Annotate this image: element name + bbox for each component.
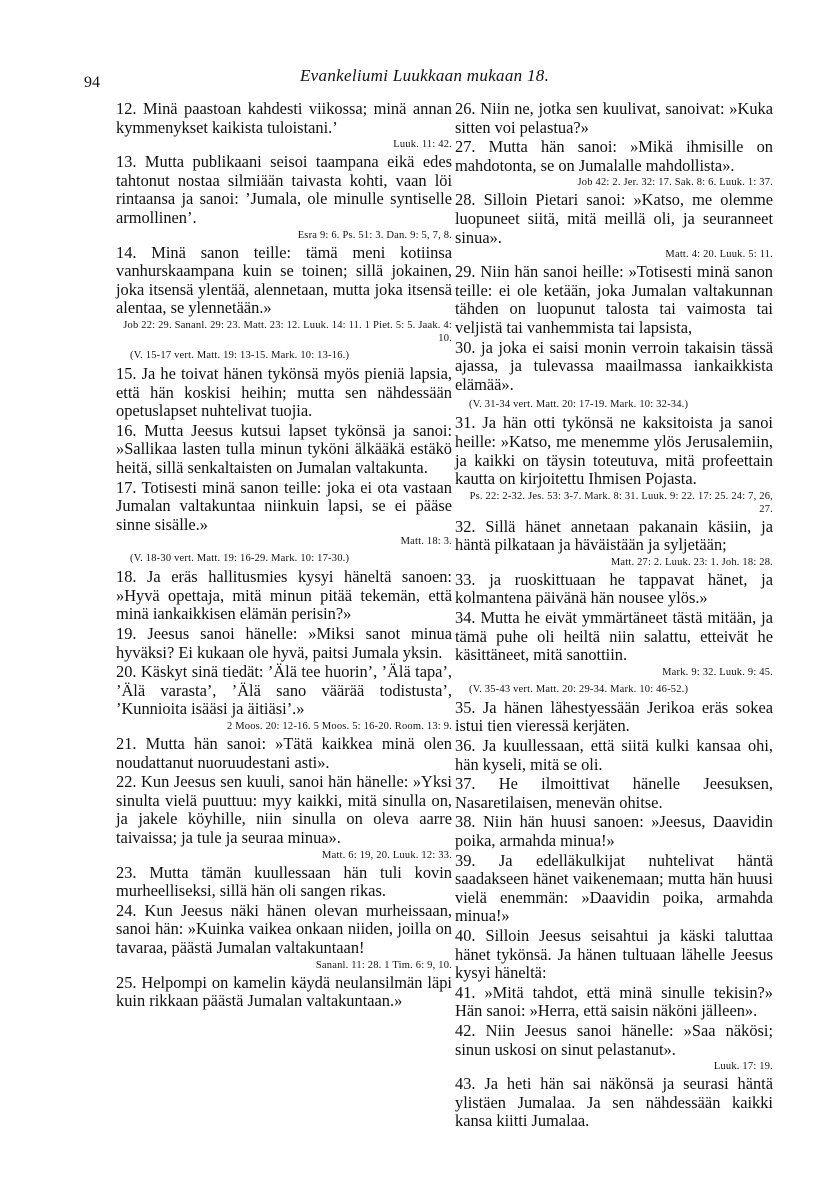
cross-reference: Matt. 4: 20. Luuk. 5: 11. [665,249,773,261]
verse-paragraph: 33. ja ruoskittuaan he tappavat hänet, ja kolmantena päivänä hän nousee ylös.» [455,569,773,608]
verse-paragraph: 13. Mutta publikaani seisoi taampana eikä edes tahtonut nostaa silmiään taivasta kohti, vaan löi rintaansa ja sanoi: ’Jumala, ole minulle syntiselle armollinen’. [116,152,452,227]
cross-reference: Matt. 27: 2. Luuk. 23: 1. Joh. 18: 28. [610,556,773,568]
verse-paragraph: 15. Ja he toivat hänen tykönsä myös pieniä lapsia, että hän koskisi heihin; mutta sen nähdessään opetuslapset nuhtelivat tuojia. [116,363,452,421]
verse-paragraph: 42. Niin Jeesus sanoi hänelle: »Saa näkösi; sinun uskosi on sinut pelastanut». [455,1020,773,1059]
verse-paragraph: 14. Minä sanon teille: tämä meni kotiinsa vanhurskaampana kuin se toinen; sillä jokainen, joka itsensä ylentää, alennetaan, mutta joka itsensä alentaa, se ylennetään.» [116,242,452,318]
verse-paragraph: 43. Ja heti hän sai näkönsä ja seurasi häntä ylistäen Jumalaa. Ja sen nähdessään kaikki kansa kiitti Jumalaa. [455,1074,773,1131]
cross-reference: Luuk. 11: 42. [393,139,452,151]
verse-paragraph: 22. Kun Jeesus sen kuuli, sanoi hän hänelle: »Yksi sinulta vielä puuttuu: myy kaikki, mitä sinulla on, ja jakele köyhille, niin sinulla on oleva aarre taivaissa; ja tule ja seuraa minua». [116,772,452,847]
verse-paragraph: 20. Käskyt sinä tiedät: ’Älä tee huorin’, ’Älä tapa’, ’Älä varasta’, ’Älä sano väärää todistusta’, ’Kunnioita isääsi ja äitiäsi’.» [116,662,452,719]
verse-paragraph: 34. Mutta he eivät ymmärtäneet tästä mitään, ja tämä puhe oli heiltä niin salattu, etteivät he käsittäneet, mitä sanottiin. [455,608,773,665]
verse-paragraph: 16. Mutta Jeesus kutsui lapset tykönsä ja sanoi: »Sallikaa lasten tulla minun tyköni älkääkä estäkö heitä, sillä senkaltaisten on Jumalan valtakunta. [116,420,452,477]
verse-paragraph: 25. Helpompi on kamelin käydä neulansilmän läpi kuin rikkaan päästä Jumalan valtakuntaan.» [116,972,452,1011]
left-column [116,100,452,1012]
cross-reference: Sananl. 11: 28. 1 Tim. 6: 9, 10. [315,959,452,971]
verse-paragraph: 18. Ja eräs hallitusmies kysyi häneltä sanoen: »Hyvä opettaja, mitä minun pitää tekemän, että minä iankaikkisen elämän perisin?» [116,567,452,624]
verse-paragraph: 35. Ja hänen lähestyessään Jerikoa eräs sokea istui tien vieressä kerjäten. [455,697,773,736]
right-column [455,100,773,1132]
parallel-passage-note: (V. 35-43 vert. Matt. 20: 29-34. Mark. 10: 46-52.) [469,683,689,695]
verse-paragraph: 28. Silloin Pietari sanoi: »Katso, me olemme luopuneet siitä, mitä meillä oli, ja seuranneet sinua». [455,190,773,247]
page-header [0,66,832,90]
verse-paragraph: 23. Mutta tämän kuullessaan hän tuli kovin murheelliseksi, sillä hän oli sangen rikas. [116,862,452,901]
verse-paragraph: 30. ja joka ei saisi monin verroin takaisin tässä ajassa, ja tulevassa maailmassa iankaikkista elämää». [455,337,773,394]
verse-paragraph: 32. Sillä hänet annetaan pakanain käsiin, ja häntä pilkataan ja häväistään ja syljetään; [455,516,773,555]
cross-reference: Matt. 18: 3. [400,536,452,548]
verse-paragraph: 31. Ja hän otti tykönsä ne kaksitoista ja sanoi heille: »Katso, me menemme ylös Jerusalemiin, ja kaikki on täysin toteutuva, mitä profeettain kautta on kirjoitettu Ihmisen Pojasta. [455,413,773,489]
page-number: 94 [84,74,100,91]
cross-reference: Mark. 9: 32. Luuk. 9: 45. [662,666,773,678]
verse-paragraph: 37. He ilmoittivat hänelle Jeesuksen, Nasaretilaisen, menevän ohitse. [455,774,773,812]
parallel-passage-note: (V. 18-30 vert. Matt. 19: 16-29. Mark. 10: 17-30.) [130,553,350,565]
cross-reference: Matt. 6: 19, 20. Luuk. 12: 33. [322,849,452,861]
verse-paragraph: 19. Jeesus sanoi hänelle: »Miksi sanot minua hyväksi? Ei kukaan ole hyvä, paitsi Jumala yksin. [116,624,452,662]
cross-reference: Luuk. 17: 19. [713,1061,773,1073]
verse-paragraph: 39. Ja edelläkulkijat nuhtelivat häntä saadakseen hänet vaikenemaan; mutta hän huusi vielä enemmän: »Daavidin poika, armahda minua!» [455,850,773,926]
verse-paragraph: 36. Ja kuullessaan, että siitä kulki kansaa ohi, hän kyseli, mitä se oli. [455,736,773,774]
verse-paragraph: 12. Minä paastoan kahdesti viikossa; minä annan kymmenykset kaikista tuloistani.’ [116,99,452,137]
cross-reference: Job 22: 29. Sananl. 29: 23. Matt. 23: 12. Luuk. 14: 11. 1 Piet. 5: 5. Jaak. 4: 10. [123,319,452,344]
verse-paragraph: 24. Kun Jeesus näki hänen olevan murheissaan, sanoi hän: »Kuinka vaikea onkaan niiden, joilla on tavaraa, päästä Jumalan valtakuntaan! [116,900,452,957]
verse-paragraph: 38. Niin hän huusi sanoen: »Jeesus, Daavidin poika, armahda minua!» [455,812,773,850]
cross-reference: Ps. 22: 2-32. Jes. 53: 3-7. Mark. 8: 31. Luuk. 9: 22. 17: 25. 24: 7, 26, 27. [469,490,773,515]
cross-reference: Esra 9: 6. Ps. 51: 3. Dan. 9: 5, 7, 8. [297,229,452,241]
cross-reference: Job 42: 2. Jer. 32: 17. Sak. 8: 6. Luuk. 1: 37. [577,177,773,189]
verse-paragraph: 21. Mutta hän sanoi: »Tätä kaikkea minä olen noudattanut nuoruudestani asti». [116,734,452,772]
verse-paragraph: 27. Mutta hän sanoi: »Mikä ihmisille on mahdotonta, se on Jumalalle mahdollista». [455,137,773,175]
parallel-passage-note: (V. 31-34 vert. Matt. 20: 17-19. Mark. 10: 32-34.) [469,399,689,411]
running-title: Evankeliumi Luukkaan mukaan 18. [300,66,550,85]
verse-paragraph: 26. Niin ne, jotka sen kuulivat, sanoivat: »Kuka sitten voi pelastua?» [455,99,773,137]
verse-paragraph: 40. Silloin Jeesus seisahtui ja käski taluttaa hänet tykönsä. Ja hänen tultuaan lähelle Jeesus kysyi häneltä: [455,925,773,983]
verse-paragraph: 29. Niin hän sanoi heille: »Totisesti minä sanon teille: ei ole ketään, joka Jumalan valtakunnan tähden on luopunut talosta tai vaimosta tai veljistä tai vanhemmista tai lapsista, [455,262,773,337]
cross-reference: 2 Moos. 20: 12-16. 5 Moos. 5: 16-20. Room. 13: 9. [226,721,452,733]
parallel-passage-note: (V. 15-17 vert. Matt. 19: 13-15. Mark. 10: 13-16.) [130,349,350,361]
verse-paragraph: 17. Totisesti minä sanon teille: joka ei ota vastaan Jumalan valtakuntaa niinkuin lapsi, se ei pääse sinne sisälle.» [116,477,452,534]
verse-paragraph: 41. »Mitä tahdot, että minä sinulle tekisin?» Hän sanoi: »Herra, että saisin näköni jälleen». [455,982,773,1021]
